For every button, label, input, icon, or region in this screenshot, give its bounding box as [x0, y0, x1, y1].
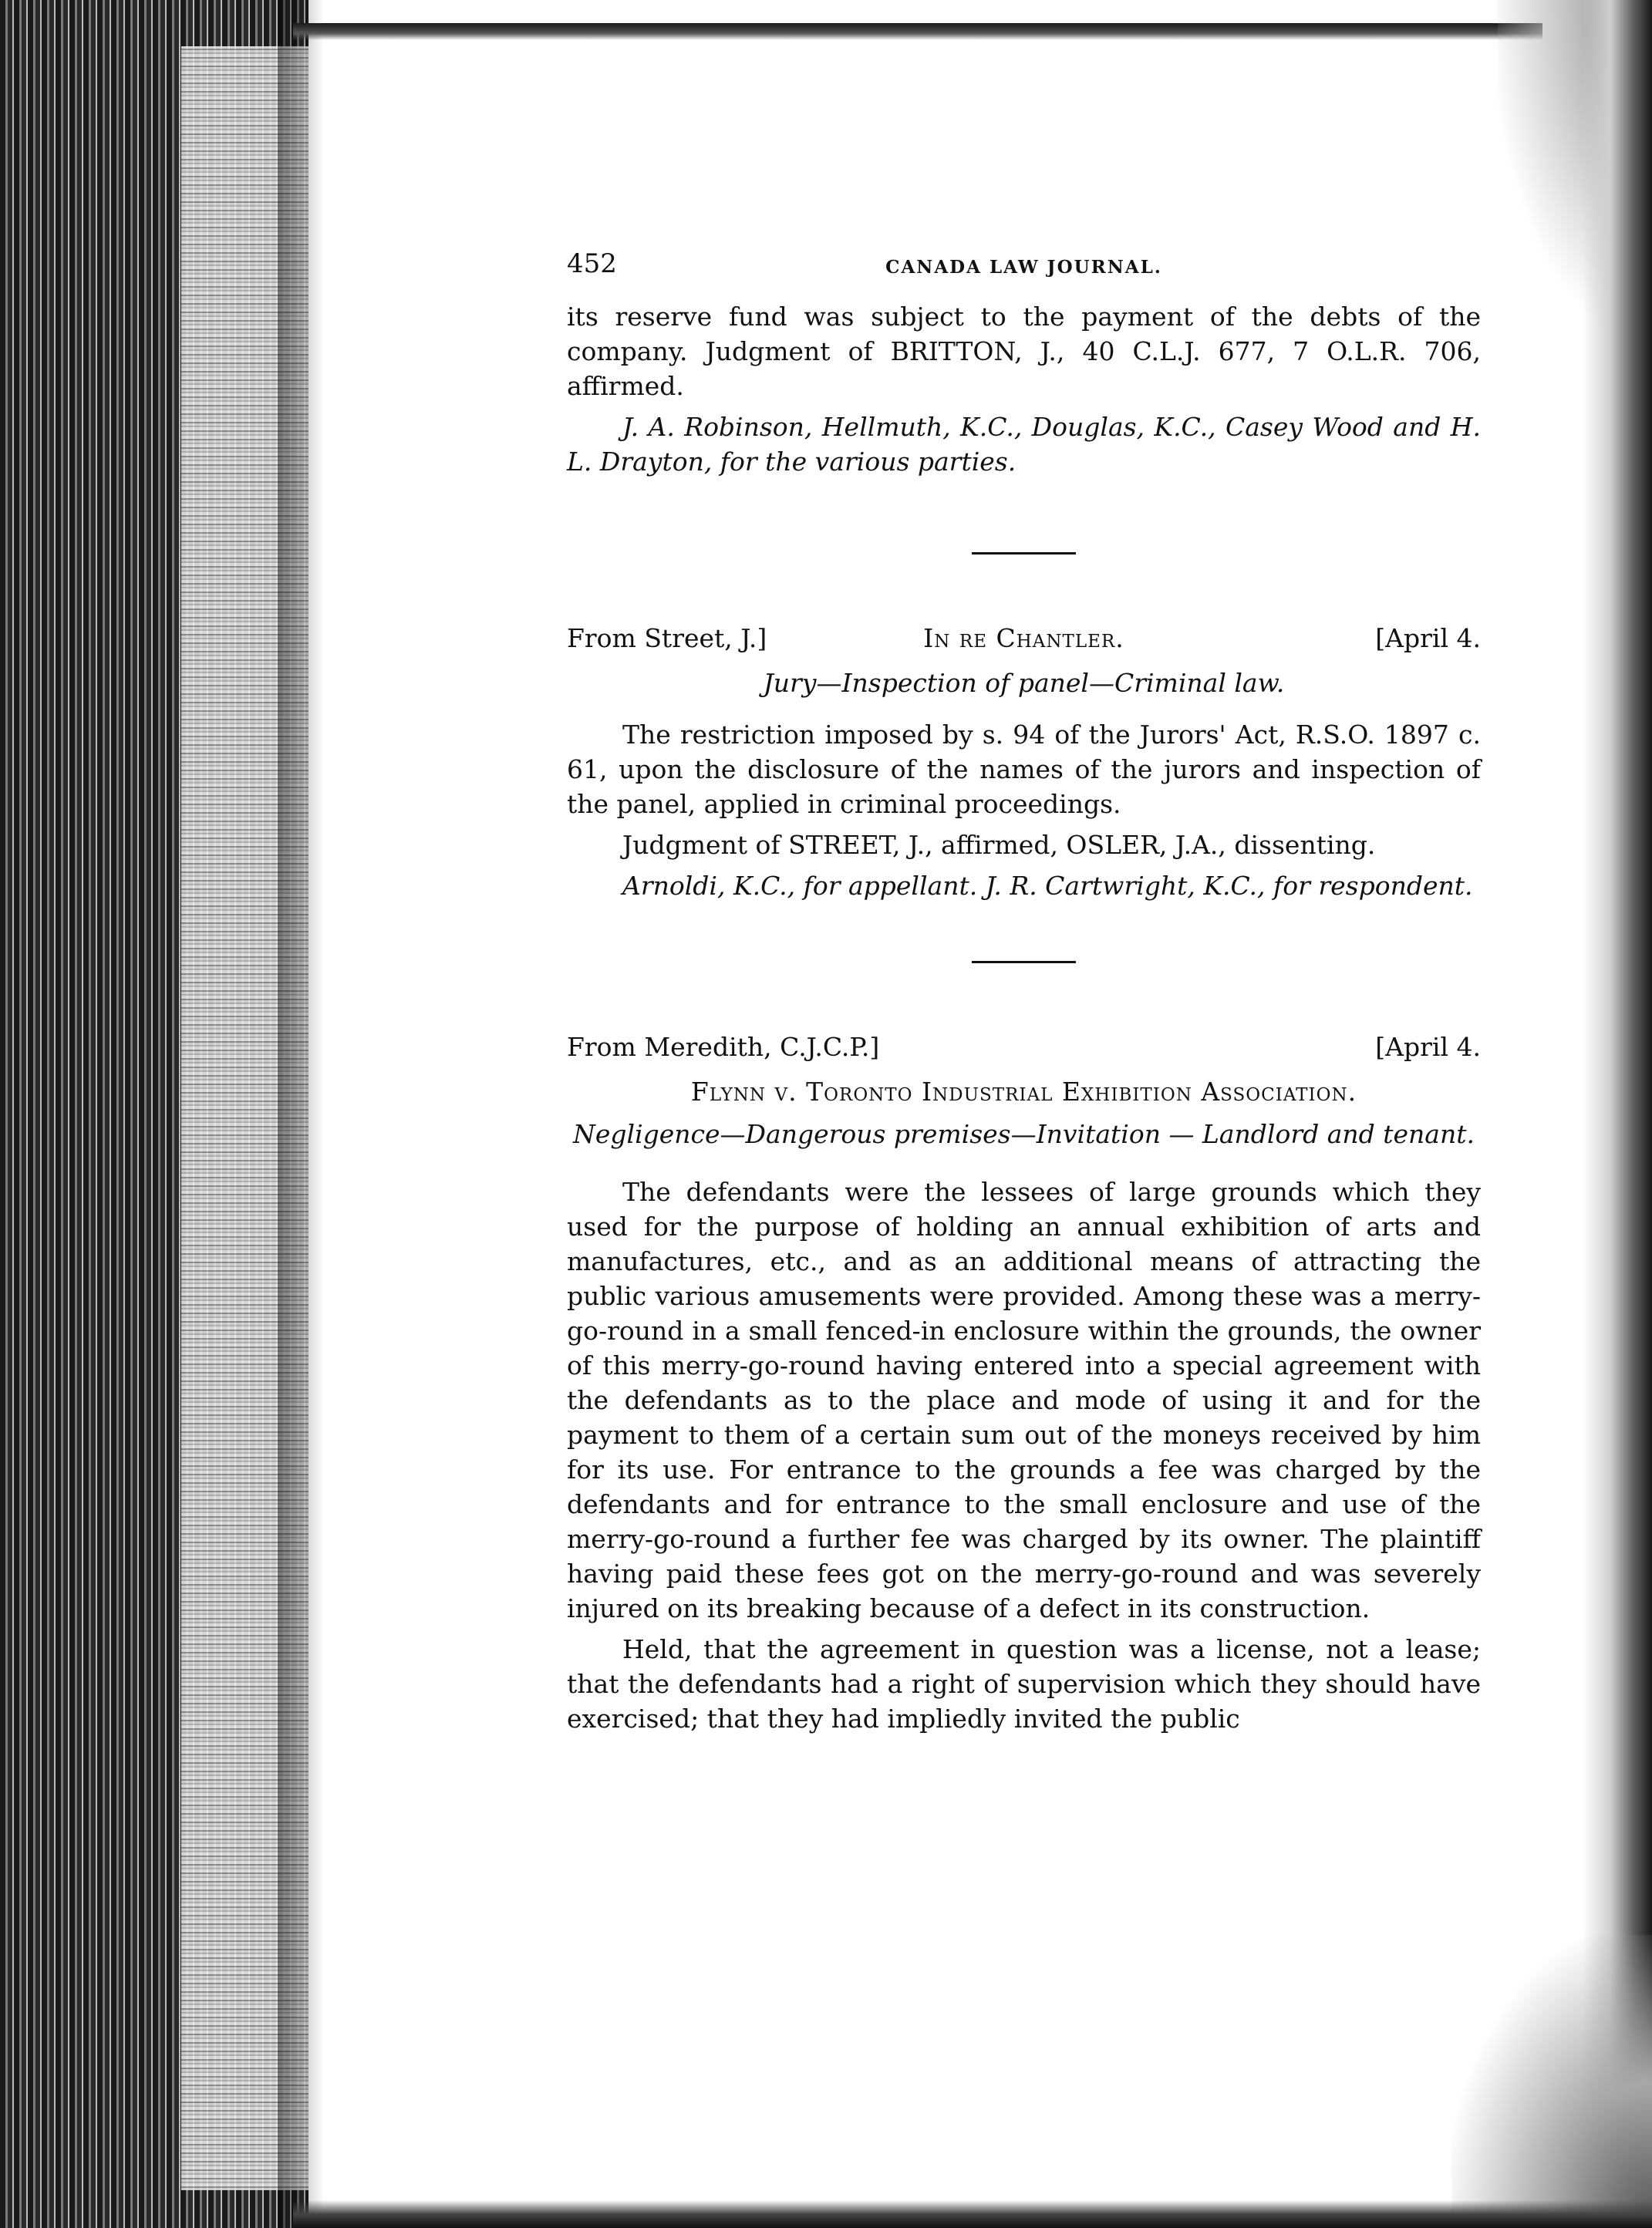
- page-content: [567, 247, 1481, 1736]
- case-heading: [567, 1030, 1481, 1067]
- running-head: CANADA LAW JOURNAL.: [885, 257, 1162, 278]
- section-divider: [972, 961, 1076, 963]
- case-heading: [567, 621, 1481, 658]
- bottom-scan-edge: [293, 2200, 1652, 2228]
- case-paragraph: The defendants were the lessees of large grounds which they used for the purpose of holding an annual exhibition of arts and manufactures, etc., and as an additional means of attracting the public various amusements were provided. Among these was a merry-go-round in a small fenced-in enclosure within the grounds, the owner of this merry-go-round having entered into a special agreement with the defendants as to the place and mode of using it and for the payment to them of a certain sum out of the moneys received by him for its use. For entrance to the grounds a fee was charged by the defendants and for entrance to the small enclosure and use of the merry-go-round a further fee was charged by its owner. The plaintiff having paid these fees got on the merry-go-round and was severely injured on its breaking because of a defect in its construction.: [567, 1177, 1481, 1623]
- counsel-line: [567, 410, 1481, 479]
- catchwords: Negligence—Dangerous premises—Invitation — Landlord and tenant.: [573, 1119, 1475, 1149]
- case-title: Flynn v. Toronto Industrial Exhibition Association.: [690, 1077, 1357, 1107]
- counsel-line: Arnoldi, K.C., for appellant. J. R. Cartwright, K.C., for respondent.: [622, 871, 1473, 901]
- catchwords: Jury—Inspection of panel—Criminal law.: [763, 668, 1285, 698]
- page-header: [567, 247, 1481, 293]
- case-title: In re Chantler.: [923, 623, 1124, 653]
- case-court: From Meredith, C.J.C.P.]: [567, 1032, 880, 1062]
- counsel-text: J. A. Robinson, Hellmuth, K.C., Douglas, K.C., Casey Wood and H. L. Drayton, for the various parties.: [567, 412, 1481, 477]
- bottom-right-scan-shadow: [1451, 1935, 1652, 2228]
- case-paragraph: The restriction imposed by s. 94 of the Jurors' Act, R.S.O. 1897 c. 61, upon the disclosure of the names of the jurors and inspection of the panel, applied in criminal proceedings.: [567, 720, 1481, 819]
- case-court: From Street, J.]: [567, 623, 767, 653]
- page-number: 452: [567, 248, 617, 279]
- case-date: [April 4.: [1375, 623, 1481, 653]
- case-date: [April 4.: [1375, 1032, 1481, 1062]
- held-paragraph: Held, that the agreement in question was a license, not a lease; that the defendants had a right of supervision which they should have exercised; that they had impliedly invited the public: [567, 1634, 1481, 1734]
- continued-paragraph: its reserve fund was subject to the payment of the debts of the company. Judgment of BRITTON, J., 40 C.L.J. 677, 7 O.L.R. 706, affirmed.: [567, 302, 1481, 401]
- gutter-shadow: [278, 0, 324, 2228]
- top-scan-edge: [293, 23, 1542, 40]
- section-divider: [972, 552, 1076, 554]
- right-scan-edge: [1583, 0, 1652, 2228]
- judgment-line: Judgment of STREET, J., affirmed, OSLER, J.A., dissenting.: [622, 830, 1376, 860]
